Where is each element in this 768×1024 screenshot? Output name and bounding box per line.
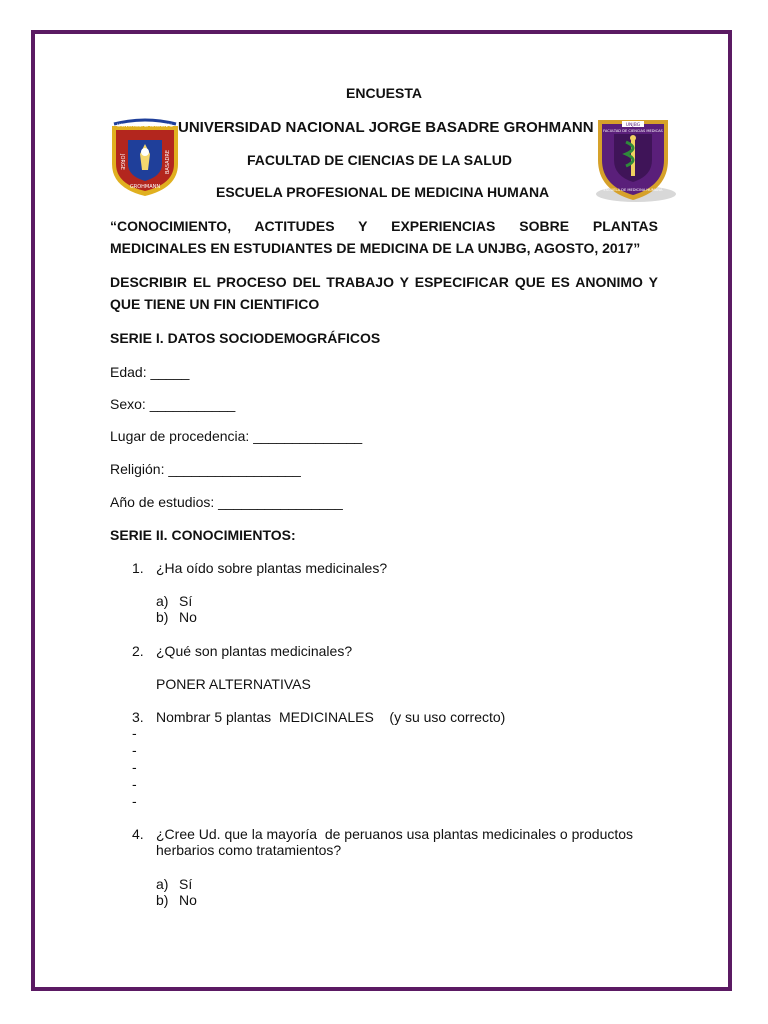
- instruction-line1: DESCRIBIR EL PROCESO DEL TRABAJO Y ESPECIFICAR QUE ES ANONIMO Y: [110, 274, 658, 290]
- school-name: ESCUELA PROFESIONAL DE MEDICINA HUMANA: [216, 184, 550, 200]
- q2-note: PONER ALTERNATIVAS: [156, 676, 311, 692]
- q4-text-line1: ¿Cree Ud. que la mayoría de peruanos usa plantas medicinales o productos: [156, 826, 634, 842]
- field-lugar-procedencia: Lugar de procedencia: ______________: [110, 428, 363, 444]
- seal-bottom-text: GROHMANN: [129, 184, 161, 190]
- q4-option-b: No: [179, 892, 197, 908]
- shield-badge-text: UNJBG: [625, 123, 641, 128]
- q4-number: 4.: [132, 826, 144, 842]
- q3-blank-1: -: [132, 725, 137, 741]
- q3-blank-3: -: [132, 759, 137, 775]
- seal-side-left-text: JORGE: [119, 154, 125, 170]
- q4-option-a-letter: a): [156, 876, 169, 892]
- q1-option-b: No: [179, 609, 197, 625]
- q1-option-b-letter: b): [156, 609, 169, 625]
- survey-title: ENCUESTA: [346, 85, 422, 101]
- instruction-line2: QUE TIENE UN FIN CIENTIFICO: [110, 296, 320, 312]
- serie1-heading: SERIE I. DATOS SOCIODEMOGRÁFICOS: [110, 330, 381, 346]
- q3-blank-5: -: [132, 793, 137, 809]
- q3-text: Nombrar 5 plantas MEDICINALES (y su uso correcto): [156, 709, 506, 725]
- field-edad: Edad: _____: [110, 364, 190, 380]
- q2-number: 2.: [132, 643, 144, 659]
- q3-number: 3.: [132, 709, 144, 725]
- q1-option-a-letter: a): [156, 593, 169, 609]
- q4-option-b-letter: b): [156, 892, 169, 908]
- q3-blank-4: -: [132, 776, 137, 792]
- faculty-shield-logo: [590, 112, 676, 204]
- study-title-line1: “CONOCIMIENTO, ACTITUDES Y EXPERIENCIAS SOBRE PLANTAS: [110, 218, 658, 234]
- field-sexo: Sexo: ___________: [110, 396, 236, 412]
- q4-text-line2: herbarios como tratamientos?: [156, 842, 342, 858]
- serie2-heading: SERIE II. CONOCIMIENTOS:: [110, 527, 296, 543]
- seal-side-right-text: BASADRE: [165, 149, 171, 175]
- field-religion: Religión: _________________: [110, 461, 301, 477]
- q1-option-a: Sí: [179, 593, 193, 609]
- shield-top-text: FACULTAD DE CIENCIAS MEDICAS: [603, 129, 663, 133]
- university-name: UNIVERSIDAD NACIONAL JORGE BASADRE GROHMANN: [178, 119, 594, 136]
- study-title-line2: MEDICINALES EN ESTUDIANTES DE MEDICINA DE LA UNJBG, AGOSTO, 2017”: [110, 240, 641, 256]
- q1-number: 1.: [132, 560, 144, 576]
- university-seal-logo: [106, 118, 184, 198]
- field-anio-estudios: Año de estudios: ________________: [110, 494, 343, 510]
- q4-option-a: Sí: [179, 876, 193, 892]
- shield-ring-text: ESCUELA DE MEDICINA HUMANA: [603, 188, 663, 192]
- faculty-name: FACULTAD DE CIENCIAS DE LA SALUD: [247, 152, 512, 168]
- q3-blank-2: -: [132, 742, 137, 758]
- q2-text: ¿Qué son plantas medicinales?: [156, 643, 353, 659]
- seal-top-text: UNIVERSIDAD NACIONAL: [117, 124, 173, 129]
- q1-text: ¿Ha oído sobre plantas medicinales?: [156, 560, 388, 576]
